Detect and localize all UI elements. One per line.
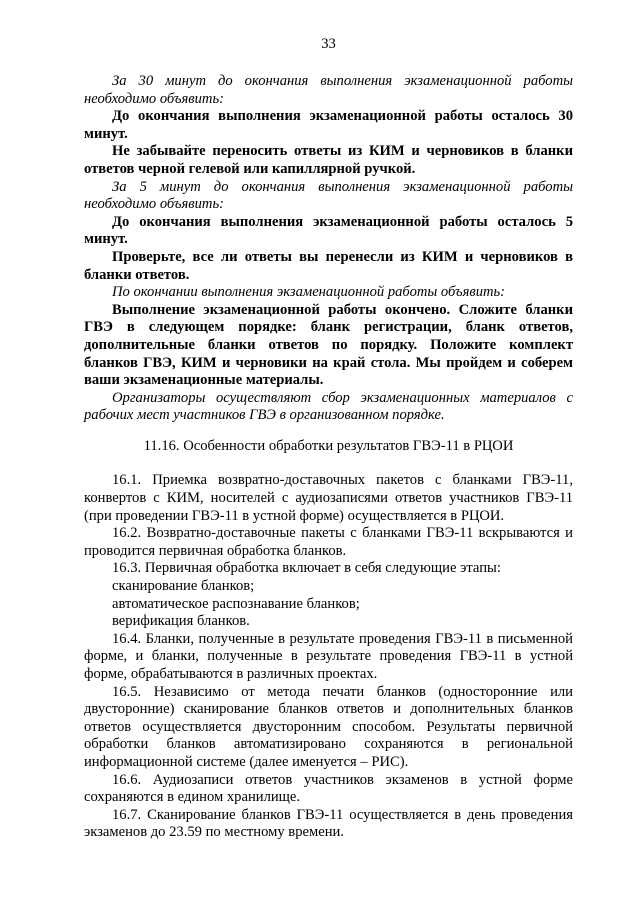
list-item: верификация бланков. bbox=[112, 613, 250, 630]
item-16-6: 16.6. Аудиозаписи ответов участников экзаменов в устной форме сохраняются в едином хранилище. bbox=[84, 771, 573, 806]
list-item: автоматическое распознавание бланков; bbox=[112, 595, 360, 612]
document-page bbox=[84, 0, 573, 905]
page-content bbox=[84, 73, 573, 842]
item-16-4: 16.4. Бланки, полученные в результате проведения ГВЭ-11 в письменной форме, и бланки, полученные в результате проведения ГВЭ-11 в устной форме, обрабатываются в различных проектах. bbox=[84, 630, 573, 682]
item-16-5: 16.5. Независимо от метода печати бланков (односторонние или двусторонние) сканирование бланков ответов и дополнительных бланков ответов осуществляется двусторонним способом. Результаты первичной обработки бланков автоматизировано сохраняются в региональной информационной системе (далее именуется – РИС). bbox=[84, 683, 573, 770]
announcement-end: Выполнение экзаменационной работы окончено. Сложите бланки ГВЭ в следующем порядке: бланк регистрации, бланк ответов, дополнительные бланки ответов по порядку. Положите комплект бланков ГВЭ, КИМ и черновики на край стола. Мы пройдем и соберем ваши экзаменационные материалы. bbox=[84, 301, 573, 389]
announcement-5-min: До окончания выполнения экзаменационной работы осталось 5 минут. bbox=[84, 213, 573, 248]
instruction-end: По окончании выполнения экзаменационной работы объявить: bbox=[112, 284, 506, 301]
item-16-2: 16.2. Возвратно-доставочные пакеты с бланками ГВЭ-11 вскрываются и проводится первичная обработка бланков. bbox=[84, 525, 573, 559]
instruction-30-min: За 30 минут до окончания выполнения экзаменационной работы необходимо объявить: bbox=[84, 73, 573, 107]
page-number: 33 bbox=[321, 36, 336, 52]
announcement-check-answers: Проверьте, все ли ответы вы перенесли из КИМ и черновиков в бланки ответов. bbox=[84, 248, 573, 283]
instruction-5-min: За 5 минут до окончания выполнения экзаменационной работы необходимо объявить: bbox=[84, 178, 573, 213]
list-item: сканирование бланков; bbox=[112, 578, 255, 595]
announcement-30-min: До окончания выполнения экзаменационной работы осталось 30 минут. bbox=[84, 108, 573, 142]
announcement-transfer-answers: Не забывайте переносить ответы из КИМ и черновиков в бланки ответов черной гелевой или капиллярной ручкой. bbox=[84, 143, 573, 177]
organizers-note: Организаторы осуществляют сбор экзаменационных материалов с рабочих мест участников ГВЭ в организованном порядке. bbox=[84, 389, 573, 424]
item-16-7: 16.7. Сканирование бланков ГВЭ-11 осуществляется в день проведения экзаменов до 23.59 по местному времени. bbox=[84, 806, 573, 841]
section-heading: 11.16. Особенности обработки результатов ГВЭ-11 в РЦОИ bbox=[143, 437, 514, 454]
item-16-3: 16.3. Первичная обработка включает в себя следующие этапы: bbox=[112, 560, 501, 577]
item-16-1: 16.1. Приемка возвратно-доставочных пакетов с бланками ГВЭ-11, конвертов с КИМ, носителей с аудиозаписями ответов участников ГВЭ-11 (при проведении ГВЭ-11 в устной форме) осуществляется в РЦОИ. bbox=[84, 472, 573, 524]
